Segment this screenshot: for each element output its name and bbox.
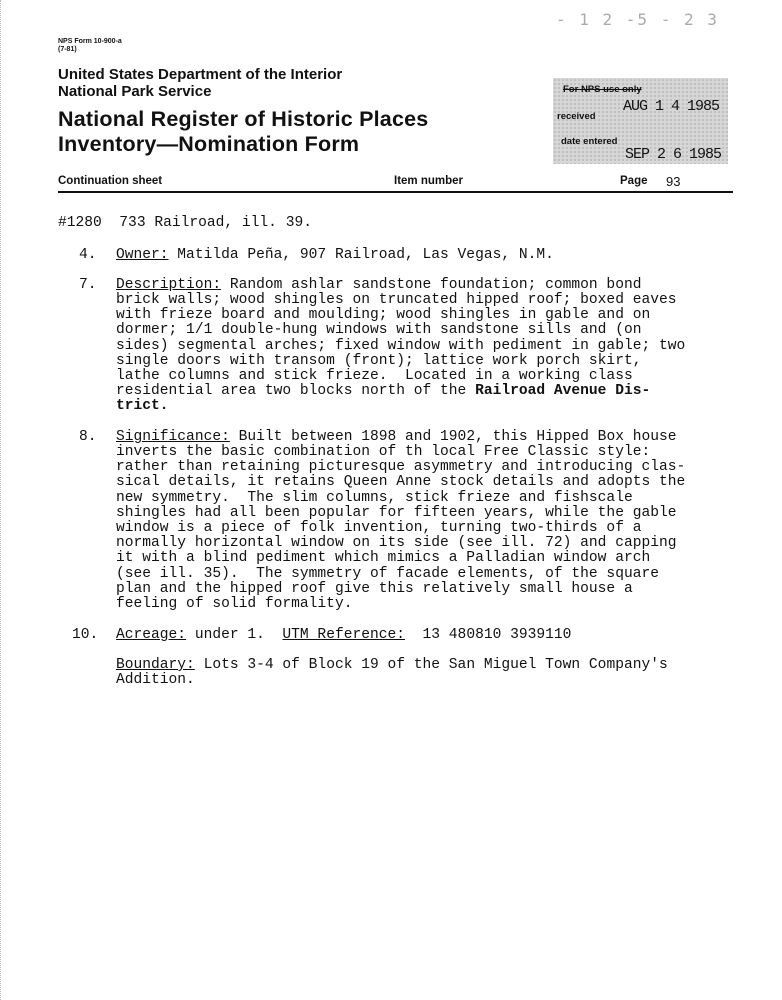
significance-label: Significance: bbox=[116, 429, 230, 445]
owner-label: Owner: bbox=[116, 247, 169, 263]
stamp-entered-date: SEP 2 6 1985 bbox=[625, 146, 722, 163]
description-first-line bbox=[116, 278, 641, 293]
form-id bbox=[58, 38, 122, 54]
boundary-row bbox=[116, 658, 668, 673]
stamp-received-date: AUG 1 4 1985 bbox=[623, 98, 720, 115]
title-line-1: National Register of Historic Places bbox=[58, 107, 429, 131]
form-title bbox=[58, 107, 428, 157]
acreage-text: under 1. bbox=[186, 627, 283, 643]
description-number: 7. bbox=[79, 277, 97, 293]
form-number: NPS Form 10-900-a bbox=[58, 38, 122, 45]
boundary-line-2: Addition. bbox=[116, 672, 195, 688]
stamp-entered-label: date entered bbox=[561, 136, 618, 147]
description-body: brick walls; wood shingles on truncated hipped roof; boxed eaves with frieze board and moulding; wood shingles in gable and on dormer; 1/1 double-hung windows with sandstone sills and (on sides) segmental arches; fixed window with pediment in gable; two single doors with transom (front); lattice work porch skirt, lathe columns and stick frieze. Located in a working class bbox=[116, 292, 686, 385]
utm-text: 13 480810 3939110 bbox=[405, 627, 572, 643]
description-line-8 bbox=[116, 384, 650, 399]
significance-first-line bbox=[116, 430, 677, 445]
item-number-label: Item number bbox=[394, 175, 464, 187]
page-edge bbox=[0, 0, 3, 1000]
significance-number: 8. bbox=[79, 429, 97, 445]
continuation-sheet-label: Continuation sheet bbox=[58, 175, 163, 187]
description-line-1: Random ashlar sandstone foundation; common bond bbox=[221, 277, 642, 293]
page-number: 93 bbox=[666, 174, 681, 189]
significance-body: inverts the basic combination of th local Free Classic style: rather than retaining picturesque asymmetry and introducing clas- sical details, it retains Queen Anne stock details and adopts the new symmetry. The slim columns, stick frieze and fishscale shingles had all been popular for fifteen years, while the gable window is a piece of folk invention, turning two-thirds of a normally horizontal window on its side (see ill. 72) and capping it with a blind pediment which mimics a Palladian window arch (see ill. 35). The symmetry of facade elements, of the square plan and the hipped roof give this relatively small house a feeling of solid formality. bbox=[116, 444, 686, 613]
stamp-received-label: received bbox=[557, 111, 596, 122]
significance-line-1: Built between 1898 and 1902, this Hipped Box house bbox=[229, 429, 677, 445]
entry-heading: #1280 733 Railroad, ill. 39. bbox=[58, 215, 312, 231]
railroad-district-name: Railroad Avenue Dis- bbox=[475, 383, 651, 399]
page-label: Page bbox=[620, 175, 648, 187]
boundary-label: Boundary: bbox=[116, 657, 195, 673]
agency-block bbox=[58, 66, 342, 100]
nps-use-stamp bbox=[553, 78, 728, 164]
agency: National Park Service bbox=[58, 83, 212, 100]
utm-label: UTM Reference: bbox=[282, 627, 406, 643]
description-line-9: trict. bbox=[116, 398, 169, 414]
boundary-line-1: Lots 3-4 of Block 19 of the San Miguel Town Company's bbox=[194, 657, 668, 673]
description-label: Description: bbox=[116, 277, 222, 293]
header-rule bbox=[58, 191, 733, 193]
owner-row bbox=[116, 248, 554, 263]
acreage-label: Acreage: bbox=[116, 627, 187, 643]
acreage-number: 10. bbox=[72, 627, 99, 643]
department: United States Department of the Interior bbox=[58, 66, 343, 83]
corner-mark: - 1 2 -5 - 2 3 bbox=[556, 10, 719, 29]
form-date: (7-81) bbox=[58, 46, 77, 53]
acreage-row bbox=[116, 628, 571, 643]
owner-number: 4. bbox=[79, 247, 97, 263]
description-line-8a: residential area two blocks north of the bbox=[116, 383, 476, 399]
stamp-use-only: For NPS use only bbox=[563, 84, 642, 95]
owner-text: Matilda Peña, 907 Railroad, Las Vegas, N.M. bbox=[168, 247, 554, 263]
title-line-2: Inventory—Nomination Form bbox=[58, 132, 360, 156]
